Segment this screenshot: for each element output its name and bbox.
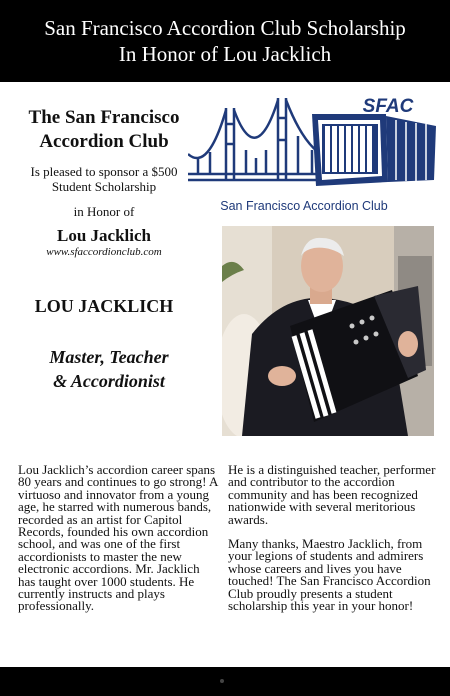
logo-caption: San Francisco Accordion Club xyxy=(220,199,388,213)
tagline-line2: & Accordionist xyxy=(53,371,165,391)
footer-banner xyxy=(0,667,450,696)
accordion-logo-icon xyxy=(312,114,436,186)
bio-column-left xyxy=(18,464,218,613)
golden-gate-bridge-icon xyxy=(188,98,330,180)
footer-dot-icon xyxy=(218,677,226,685)
club-name-line1: The San Francisco xyxy=(28,107,180,128)
sponsor-text: Is pleased to sponsor a $500 Student Scholarship xyxy=(30,164,178,194)
portrait-photo xyxy=(222,226,434,436)
tagline-line1: Master, Teacher xyxy=(49,347,169,367)
club-name-line2: Accordion Club xyxy=(39,131,169,152)
honoree-name: Lou Jacklich xyxy=(57,226,151,245)
sfac-logo xyxy=(188,92,440,217)
bio-paragraph: Lou Jacklich’s accordion career spans 80 years and continues to go strong! A virtuoso and innovator from a young age, he starred with numerous bands, recorded as an artist for Capitol Records, founded his own accordion school, and was one of the first accordionists to master the new electronic accordions. Mr. Jacklich has taught over 1000 students. He currently instructs and plays professionally. xyxy=(18,462,218,614)
recognition-paragraph: He is a distinguished teacher, performer and contributor to the accordion community and has been recognized nationwide with several meritorious awards. xyxy=(228,462,436,527)
tagline xyxy=(4,345,214,393)
logo-acronym: SFAC xyxy=(362,96,414,117)
honor-of-text: in Honor of xyxy=(73,204,135,219)
accordionist-portrait-image xyxy=(222,226,434,436)
bio-column-right xyxy=(228,464,436,612)
honoree-heading: LOU JACKLICH xyxy=(34,296,174,316)
thanks-paragraph: Many thanks, Maestro Jacklich, from your legions of students and admirers whose careers and lives you have touched! The San Francisco Accordion Club proudly presents a student scholarship this year in your honor! xyxy=(228,536,431,614)
sponsor-block xyxy=(4,106,204,258)
club-name xyxy=(4,106,204,154)
website-link[interactable]: www.sfaccordionclub.com xyxy=(46,246,162,258)
header-title-line1: San Francisco Accordion Club Scholarship xyxy=(44,16,406,40)
header-banner xyxy=(0,0,450,82)
header-title-line2: In Honor of Lou Jacklich xyxy=(118,42,332,66)
